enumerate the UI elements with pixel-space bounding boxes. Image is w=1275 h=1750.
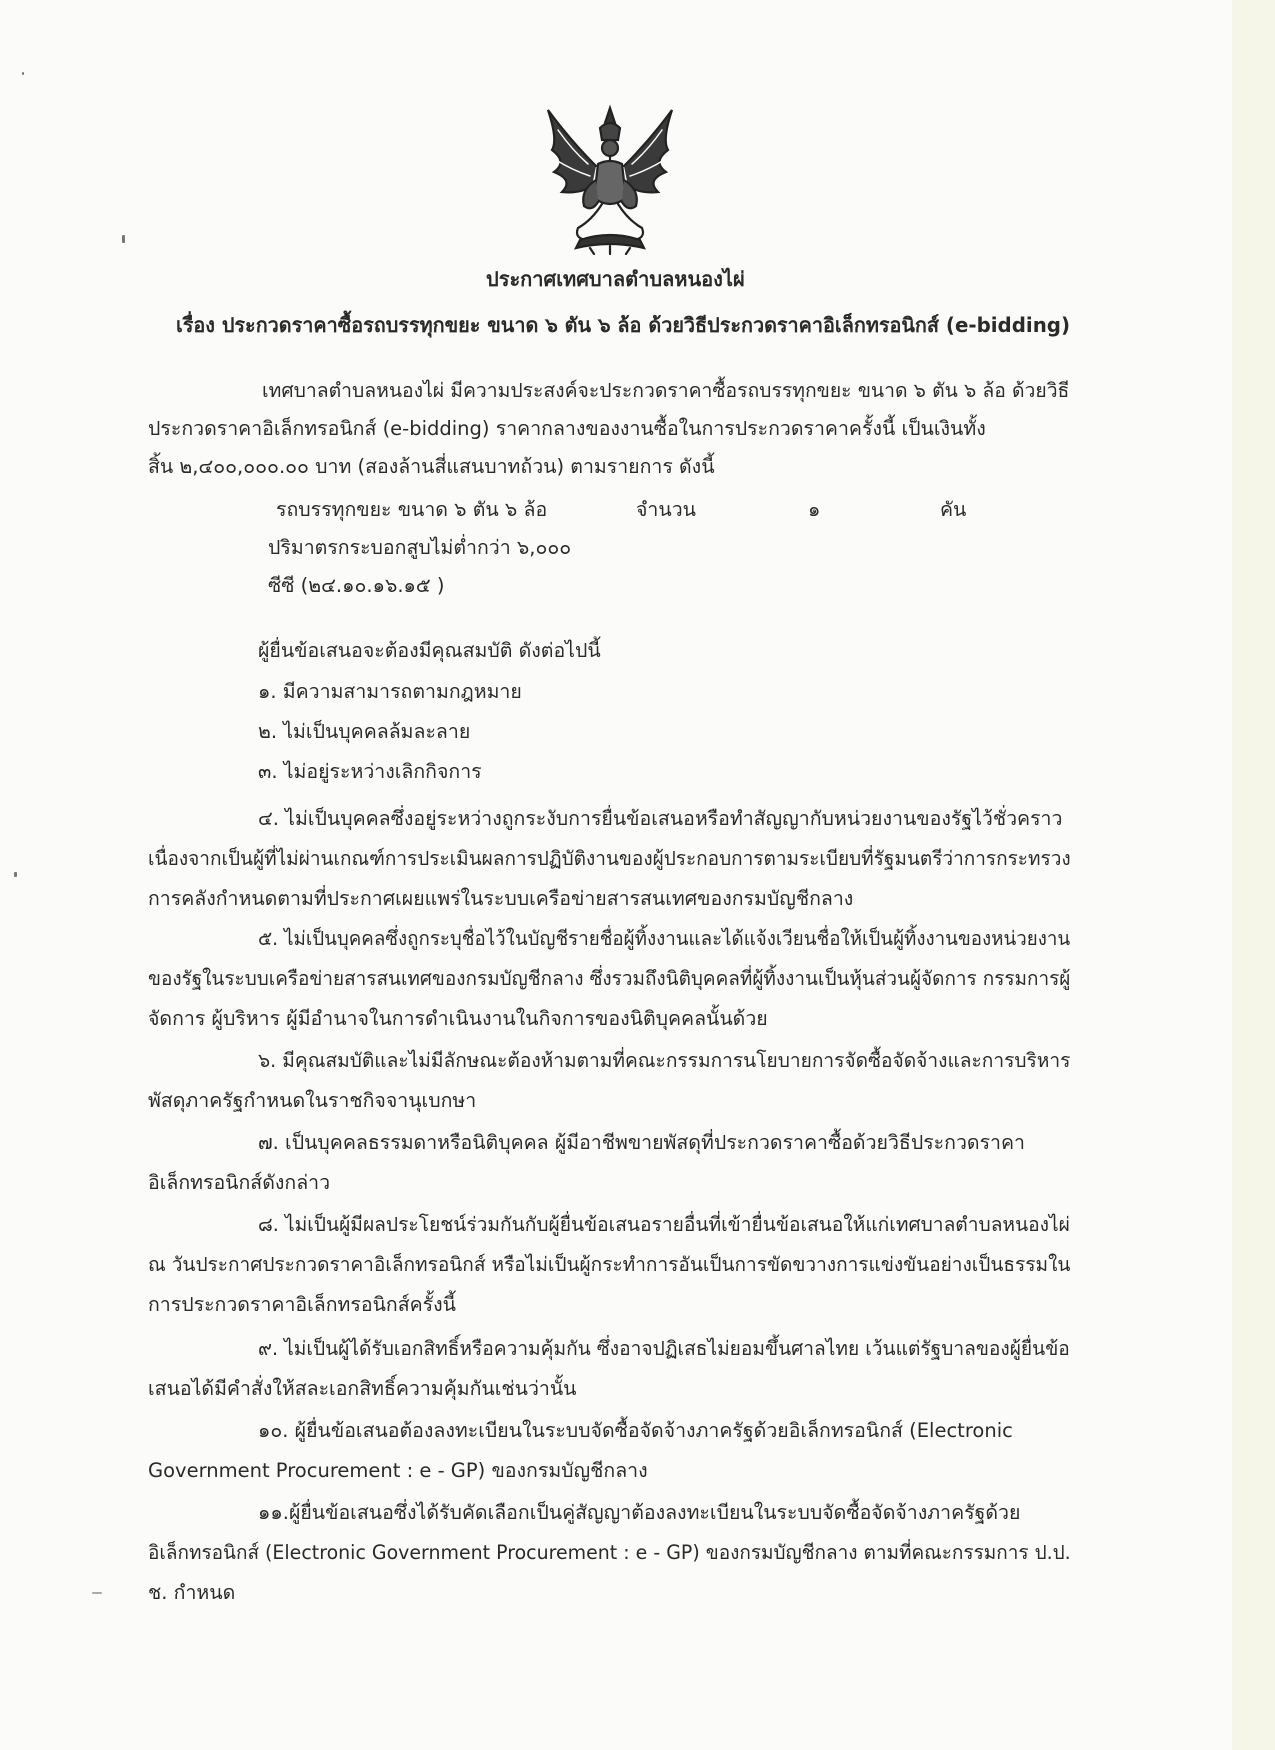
qualification-line: ๖. มีคุณสมบัติและไม่มีลักษณะต้องห้ามตามที่คณะกรรมการนโยบายการจัดซื้อจัดจ้างและการบริหาร [258, 1049, 1071, 1072]
qualification-line: ๓. ไม่อยู่ระหว่างเลิกกิจการ [258, 760, 482, 783]
intro-line: เทศบาลตำบลหนองไผ่ มีความประสงค์จะประกวดราคาซื้อรถบรรทุกขยะ ขนาด ๖ ตัน ๖ ล้อ ด้วยวิธี [262, 379, 1070, 402]
qualification-line: ๒. ไม่เป็นบุคคลล้มละลาย [258, 720, 471, 743]
qualification-line: ของรัฐในระบบเครือข่ายสารสนเทศของกรมบัญชีกลาง ซึ่งรวมถึงนิติบุคคลที่ผู้ทิ้งงานเป็นหุ้นส่วนผู้จัดการ กรรมการผู้ [148, 967, 1071, 990]
item-spec: ซีซี (๒๔.๑๐.๑๖.๑๕ ) [268, 574, 445, 597]
qualification-line: อิเล็กทรอนิกส์ (Electronic Government Procurement : e - GP) ของกรมบัญชีกลาง ตามที่คณะกรรมการ ป.ป. [148, 1541, 1071, 1564]
qualification-line: ๔. ไม่เป็นบุคคลซึ่งอยู่ระหว่างถูกระงับการยื่นข้อเสนอหรือทำสัญญากับหน่วยงานของรัฐไว้ชั่วคราว [258, 807, 1063, 830]
scanner-edge [1232, 0, 1275, 1750]
qualification-line: ๗. เป็นบุคคลธรรมดาหรือนิติบุคคล ผู้มีอาชีพขายพัสดุที่ประกวดราคาซื้อด้วยวิธีประกวดราคา [258, 1131, 1025, 1154]
qualifications-heading: ผู้ยื่นข้อเสนอจะต้องมีคุณสมบัติ ดังต่อไปนี้ [258, 639, 601, 662]
qualification-line: อิเล็กทรอนิกส์ดังกล่าว [148, 1171, 331, 1194]
qualification-line: ๑๐. ผู้ยื่นข้อเสนอต้องลงทะเบียนในระบบจัดซื้อจัดจ้างภาครัฐด้วยอิเล็กทรอนิกส์ (Electronic [258, 1419, 1013, 1442]
qualification-line: การประกวดราคาอิเล็กทรอนิกส์ครั้งนี้ [148, 1293, 456, 1316]
intro-line: ประกวดราคาอิเล็กทรอนิกส์ (e-bidding) ราคากลางของงานซื้อในการประกวดราคาครั้งนี้ เป็นเงินทั้ง [148, 417, 986, 440]
item-unit: คัน [940, 498, 967, 521]
announcement-title: ประกาศเทศบาลตำบลหนองไผ่ [486, 267, 745, 291]
qualification-line: ๕. ไม่เป็นบุคคลซึ่งถูกระบุชื่อไว้ในบัญชีรายชื่อผู้ทิ้งงานและได้แจ้งเวียนชื่อให้เป็นผู้ทิ้งงานของหน่วยงาน [258, 927, 1071, 950]
qualification-line: ๑๑.ผู้ยื่นข้อเสนอซึ่งได้รับคัดเลือกเป็นคู่สัญญาต้องลงทะเบียนในระบบจัดซื้อจัดจ้างภาครัฐด้วย [258, 1501, 1021, 1524]
qualification-line: เสนอได้มีคำสั่งให้สละเอกสิทธิ์ความคุ้มกันเช่นว่านั้น [148, 1377, 577, 1400]
item-spec: ปริมาตรกระบอกสูบไม่ต่ำกว่า ๖,๐๐๐ [268, 536, 572, 559]
intro-line: สิ้น ๒,๔๐๐,๐๐๐.๐๐ บาท (สองล้านสี่แสนบาทถ้วน) ตามรายการ ดังนี้ [148, 455, 715, 478]
scan-speck [92, 1592, 102, 1594]
qualification-line: Government Procurement : e - GP) ของกรมบัญชีกลาง [148, 1459, 648, 1482]
qualification-line: ช. กำหนด [148, 1581, 236, 1604]
garuda-emblem-icon [540, 100, 680, 255]
qualification-line: ๙. ไม่เป็นผู้ได้รับเอกสิทธิ์หรือความคุ้มกัน ซึ่งอาจปฏิเสธไม่ยอมขึ้นศาลไทย เว้นแต่รัฐบาลของผู้ยื่นข้อ [258, 1337, 1070, 1360]
qualification-line: จัดการ ผู้บริหาร ผู้มีอำนาจในการดำเนินงานในกิจการของนิติบุคคลนั้นด้วย [148, 1007, 768, 1030]
qualification-line: การคลังกำหนดตามที่ประกาศเผยแพร่ในระบบเครือข่ายสารสนเทศของกรมบัญชีกลาง [148, 887, 854, 910]
scan-speck [14, 872, 17, 877]
qualification-line: ๘. ไม่เป็นผู้มีผลประโยชน์ร่วมกันกับผู้ยื่นข้อเสนอรายอื่นที่เข้ายื่นข้อเสนอให้แก่เทศบาลตำบลหนองไผ่ [258, 1213, 1070, 1236]
announcement-subject: เรื่อง ประกวดราคาซื้อรถบรรทุกขยะ ขนาด ๖ ตัน ๖ ล้อ ด้วยวิธีประกวดราคาอิเล็กทรอนิกส์ (e-bidding) [176, 313, 1071, 337]
scan-speck [122, 235, 125, 243]
item-name: รถบรรทุกขยะ ขนาด ๖ ตัน ๖ ล้อ [276, 498, 548, 521]
item-qty-label: จำนวน [636, 498, 696, 521]
qualification-line: เนื่องจากเป็นผู้ที่ไม่ผ่านเกณฑ์การประเมินผลการปฏิบัติงานของผู้ประกอบการตามระเบียบที่รัฐมนตรีว่าการกระทรวง [148, 847, 1071, 870]
scan-speck [22, 72, 24, 75]
qualification-line: พัสดุภาครัฐกำหนดในราชกิจจานุเบกษา [148, 1089, 477, 1112]
item-qty: ๑ [808, 498, 821, 521]
qualification-line: ณ วันประกาศประกวดราคาอิเล็กทรอนิกส์ หรือไม่เป็นผู้กระทำการอันเป็นการขัดขวางการแข่งขันอย่างเป็นธรรมใน [148, 1253, 1071, 1276]
qualification-line: ๑. มีความสามารถตามกฎหมาย [258, 680, 522, 703]
